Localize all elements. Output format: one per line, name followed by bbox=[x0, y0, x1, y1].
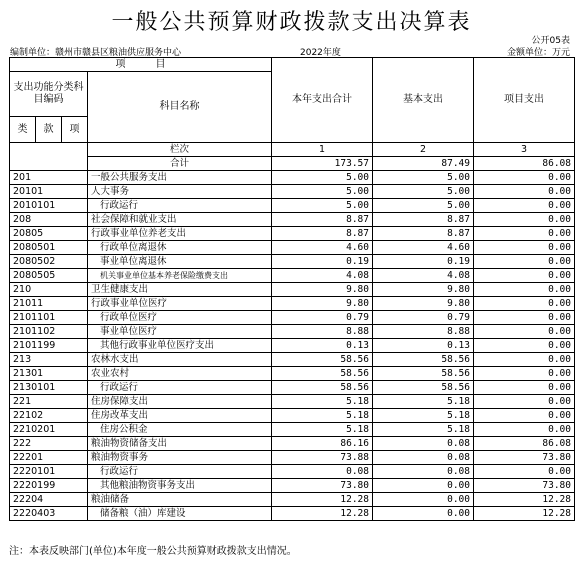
col3-label: 3 bbox=[474, 143, 575, 157]
row-project: 0.00 bbox=[474, 311, 575, 325]
row-code: 2210201 bbox=[10, 423, 88, 437]
row-basic: 0.19 bbox=[373, 255, 474, 269]
row-code: 2101199 bbox=[10, 339, 88, 353]
table-row bbox=[10, 451, 575, 465]
table-row bbox=[10, 297, 575, 311]
row-project: 0.00 bbox=[474, 269, 575, 283]
row-code: 221 bbox=[10, 395, 88, 409]
row-code: 2130101 bbox=[10, 381, 88, 395]
row-basic: 5.18 bbox=[373, 423, 474, 437]
col2-label: 2 bbox=[373, 143, 474, 157]
table-row bbox=[10, 171, 575, 185]
row-subject-name: 粮油储备 bbox=[88, 493, 272, 507]
row-total: 58.56 bbox=[272, 381, 373, 395]
table-row bbox=[10, 465, 575, 479]
row-basic: 5.00 bbox=[373, 171, 474, 185]
expenditure-table bbox=[9, 57, 575, 521]
row-subject-name: 行政运行 bbox=[88, 465, 272, 479]
row-total: 8.88 bbox=[272, 325, 373, 339]
row-basic: 5.00 bbox=[373, 199, 474, 213]
row-basic: 5.18 bbox=[373, 409, 474, 423]
row-basic: 58.56 bbox=[373, 367, 474, 381]
row-subject-name: 其他行政事业单位医疗支出 bbox=[88, 339, 272, 353]
report-title: 一般公共预算财政拨款支出决算表 bbox=[111, 10, 472, 35]
header-func-class: 支出功能分类科目编码 bbox=[10, 72, 88, 117]
row-subject-name: 人大事务 bbox=[88, 185, 272, 199]
row-basic: 5.00 bbox=[373, 185, 474, 199]
header-kuan: 款 bbox=[36, 117, 62, 143]
row-total: 58.56 bbox=[272, 353, 373, 367]
row-subject-name: 农业农村 bbox=[88, 367, 272, 381]
row-total: 0.79 bbox=[272, 311, 373, 325]
row-total: 86.16 bbox=[272, 437, 373, 451]
row-project: 0.00 bbox=[474, 325, 575, 339]
row-code: 21011 bbox=[10, 297, 88, 311]
row-total: 9.80 bbox=[272, 283, 373, 297]
row-project: 0.00 bbox=[474, 199, 575, 213]
row-code: 22204 bbox=[10, 493, 88, 507]
row-project: 0.00 bbox=[474, 353, 575, 367]
row-subject-name: 行政单位离退休 bbox=[88, 241, 272, 255]
row-code: 222 bbox=[10, 437, 88, 451]
header-xiang: 项 bbox=[62, 117, 88, 143]
table-row bbox=[10, 479, 575, 493]
table-row bbox=[10, 395, 575, 409]
row-code: 201 bbox=[10, 171, 88, 185]
table-row bbox=[10, 507, 575, 521]
row-subject-name: 行政单位医疗 bbox=[88, 311, 272, 325]
row-project: 0.00 bbox=[474, 395, 575, 409]
row-code: 208 bbox=[10, 213, 88, 227]
row-subject-name: 社会保障和就业支出 bbox=[88, 213, 272, 227]
row-project: 0.00 bbox=[474, 241, 575, 255]
total-basic: 87.49 bbox=[373, 157, 474, 171]
row-subject-name: 住房保障支出 bbox=[88, 395, 272, 409]
row-basic: 0.13 bbox=[373, 339, 474, 353]
row-code: 2101102 bbox=[10, 325, 88, 339]
row-basic: 0.08 bbox=[373, 437, 474, 451]
row-code: 20101 bbox=[10, 185, 88, 199]
table-row bbox=[10, 409, 575, 423]
row-basic: 4.60 bbox=[373, 241, 474, 255]
row-total: 5.18 bbox=[272, 409, 373, 423]
row-total: 8.87 bbox=[272, 227, 373, 241]
header-basic: 基本支出 bbox=[373, 58, 474, 143]
table-row bbox=[10, 339, 575, 353]
table-row bbox=[10, 269, 575, 283]
row-code: 22201 bbox=[10, 451, 88, 465]
row-project: 0.00 bbox=[474, 297, 575, 311]
row-total: 58.56 bbox=[272, 367, 373, 381]
row-subject-name: 卫生健康支出 bbox=[88, 283, 272, 297]
row-subject-name: 粮油物资储备支出 bbox=[88, 437, 272, 451]
table-row bbox=[10, 283, 575, 297]
row-basic: 9.80 bbox=[373, 283, 474, 297]
table-row bbox=[10, 325, 575, 339]
row-code: 2080502 bbox=[10, 255, 88, 269]
row-project: 0.00 bbox=[474, 185, 575, 199]
row-total: 8.87 bbox=[272, 213, 373, 227]
table-row bbox=[10, 227, 575, 241]
row-total: 73.88 bbox=[272, 451, 373, 465]
row-code: 2220199 bbox=[10, 479, 88, 493]
meta-line bbox=[10, 45, 570, 56]
row-total: 12.28 bbox=[272, 493, 373, 507]
table-row bbox=[10, 367, 575, 381]
row-project: 0.00 bbox=[474, 339, 575, 353]
row-total: 4.60 bbox=[272, 241, 373, 255]
row-basic: 58.56 bbox=[373, 353, 474, 367]
org-label: 编制单位：赣州市赣县区粮油供应服务中心 bbox=[10, 48, 182, 58]
row-subject-name: 事业单位离退休 bbox=[88, 255, 272, 269]
header-total: 本年支出合计 bbox=[272, 58, 373, 143]
row-project: 0.00 bbox=[474, 367, 575, 381]
row-total: 4.08 bbox=[272, 269, 373, 283]
row-basic: 9.80 bbox=[373, 297, 474, 311]
row-basic: 8.87 bbox=[373, 227, 474, 241]
table-row bbox=[10, 437, 575, 451]
total-project: 86.08 bbox=[474, 157, 575, 171]
row-project: 0.00 bbox=[474, 255, 575, 269]
header-project: 项目支出 bbox=[474, 58, 575, 143]
row-code: 213 bbox=[10, 353, 88, 367]
row-total: 5.00 bbox=[272, 199, 373, 213]
row-project: 86.08 bbox=[474, 437, 575, 451]
table-row bbox=[10, 353, 575, 367]
header-lei: 类 bbox=[10, 117, 36, 143]
row-total: 5.18 bbox=[272, 395, 373, 409]
table-row bbox=[10, 493, 575, 507]
table-row bbox=[10, 241, 575, 255]
row-project: 0.00 bbox=[474, 409, 575, 423]
row-basic: 8.88 bbox=[373, 325, 474, 339]
table-row bbox=[10, 185, 575, 199]
row-project: 0.00 bbox=[474, 381, 575, 395]
row-code: 22102 bbox=[10, 409, 88, 423]
row-basic: 0.08 bbox=[373, 465, 474, 479]
row-basic: 0.00 bbox=[373, 507, 474, 521]
row-code: 2080505 bbox=[10, 269, 88, 283]
table-code: 公开05表 bbox=[531, 36, 570, 46]
row-code: 2220101 bbox=[10, 465, 88, 479]
total-label: 合计 bbox=[88, 157, 272, 171]
row-basic: 8.87 bbox=[373, 213, 474, 227]
row-project: 0.00 bbox=[474, 227, 575, 241]
header-item: 项 目 bbox=[10, 58, 272, 72]
row-total: 0.19 bbox=[272, 255, 373, 269]
row-basic: 5.18 bbox=[373, 395, 474, 409]
row-total: 12.28 bbox=[272, 507, 373, 521]
unit-label: 金额单位：万元 bbox=[506, 48, 570, 58]
table-row bbox=[10, 255, 575, 269]
row-total: 73.80 bbox=[272, 479, 373, 493]
row-total: 9.80 bbox=[272, 297, 373, 311]
row-basic: 0.79 bbox=[373, 311, 474, 325]
footnote: 注：本表反映部门(单位)本年度一般公共预算财政拨款支出情况。 bbox=[9, 546, 297, 557]
row-basic: 0.00 bbox=[373, 493, 474, 507]
row-project: 0.00 bbox=[474, 283, 575, 297]
header-subject-name: 科目名称 bbox=[88, 72, 272, 143]
row-total: 0.08 bbox=[272, 465, 373, 479]
row-code: 2010101 bbox=[10, 199, 88, 213]
row-code: 20805 bbox=[10, 227, 88, 241]
row-subject-name: 住房改革支出 bbox=[88, 409, 272, 423]
row-code: 2101101 bbox=[10, 311, 88, 325]
table-row bbox=[10, 311, 575, 325]
table-row bbox=[10, 381, 575, 395]
row-subject-name: 行政运行 bbox=[88, 381, 272, 395]
row-subject-name: 行政事业单位养老支出 bbox=[88, 227, 272, 241]
row-basic: 0.00 bbox=[373, 479, 474, 493]
row-total: 5.00 bbox=[272, 171, 373, 185]
row-total: 5.00 bbox=[272, 185, 373, 199]
row-project: 12.28 bbox=[474, 507, 575, 521]
row-basic: 58.56 bbox=[373, 381, 474, 395]
row-basic: 4.08 bbox=[373, 269, 474, 283]
row-code: 2080501 bbox=[10, 241, 88, 255]
table-row bbox=[10, 423, 575, 437]
row-total: 5.18 bbox=[272, 423, 373, 437]
row-project: 73.80 bbox=[474, 451, 575, 465]
row-project: 12.28 bbox=[474, 493, 575, 507]
row-subject-name: 事业单位医疗 bbox=[88, 325, 272, 339]
row-total: 0.13 bbox=[272, 339, 373, 353]
row-project: 0.00 bbox=[474, 465, 575, 479]
row-project: 0.00 bbox=[474, 213, 575, 227]
row-subject-name: 行政运行 bbox=[88, 199, 272, 213]
row-subject-name: 粮油物资事务 bbox=[88, 451, 272, 465]
row-subject-name: 储备粮（油）库建设 bbox=[88, 507, 272, 521]
row-subject-name: 其他粮油物资事务支出 bbox=[88, 479, 272, 493]
row-subject-name: 住房公积金 bbox=[88, 423, 272, 437]
row-subject-name: 一般公共服务支出 bbox=[88, 171, 272, 185]
row-subject-name: 农林水支出 bbox=[88, 353, 272, 367]
row-code: 2220403 bbox=[10, 507, 88, 521]
row-project: 0.00 bbox=[474, 423, 575, 437]
row-project: 0.00 bbox=[474, 171, 575, 185]
row-subject-name: 行政事业单位医疗 bbox=[88, 297, 272, 311]
table-row bbox=[10, 213, 575, 227]
row-basic: 0.08 bbox=[373, 451, 474, 465]
col1-label: 1 bbox=[272, 143, 373, 157]
row-code: 21301 bbox=[10, 367, 88, 381]
table-row bbox=[10, 199, 575, 213]
year-label: 2022年度 bbox=[300, 48, 341, 58]
total-sum: 173.57 bbox=[272, 157, 373, 171]
lanci-label: 栏次 bbox=[88, 143, 272, 157]
row-project: 73.80 bbox=[474, 479, 575, 493]
row-code: 210 bbox=[10, 283, 88, 297]
row-subject-name: 机关事业单位基本养老保险缴费支出 bbox=[88, 269, 272, 283]
